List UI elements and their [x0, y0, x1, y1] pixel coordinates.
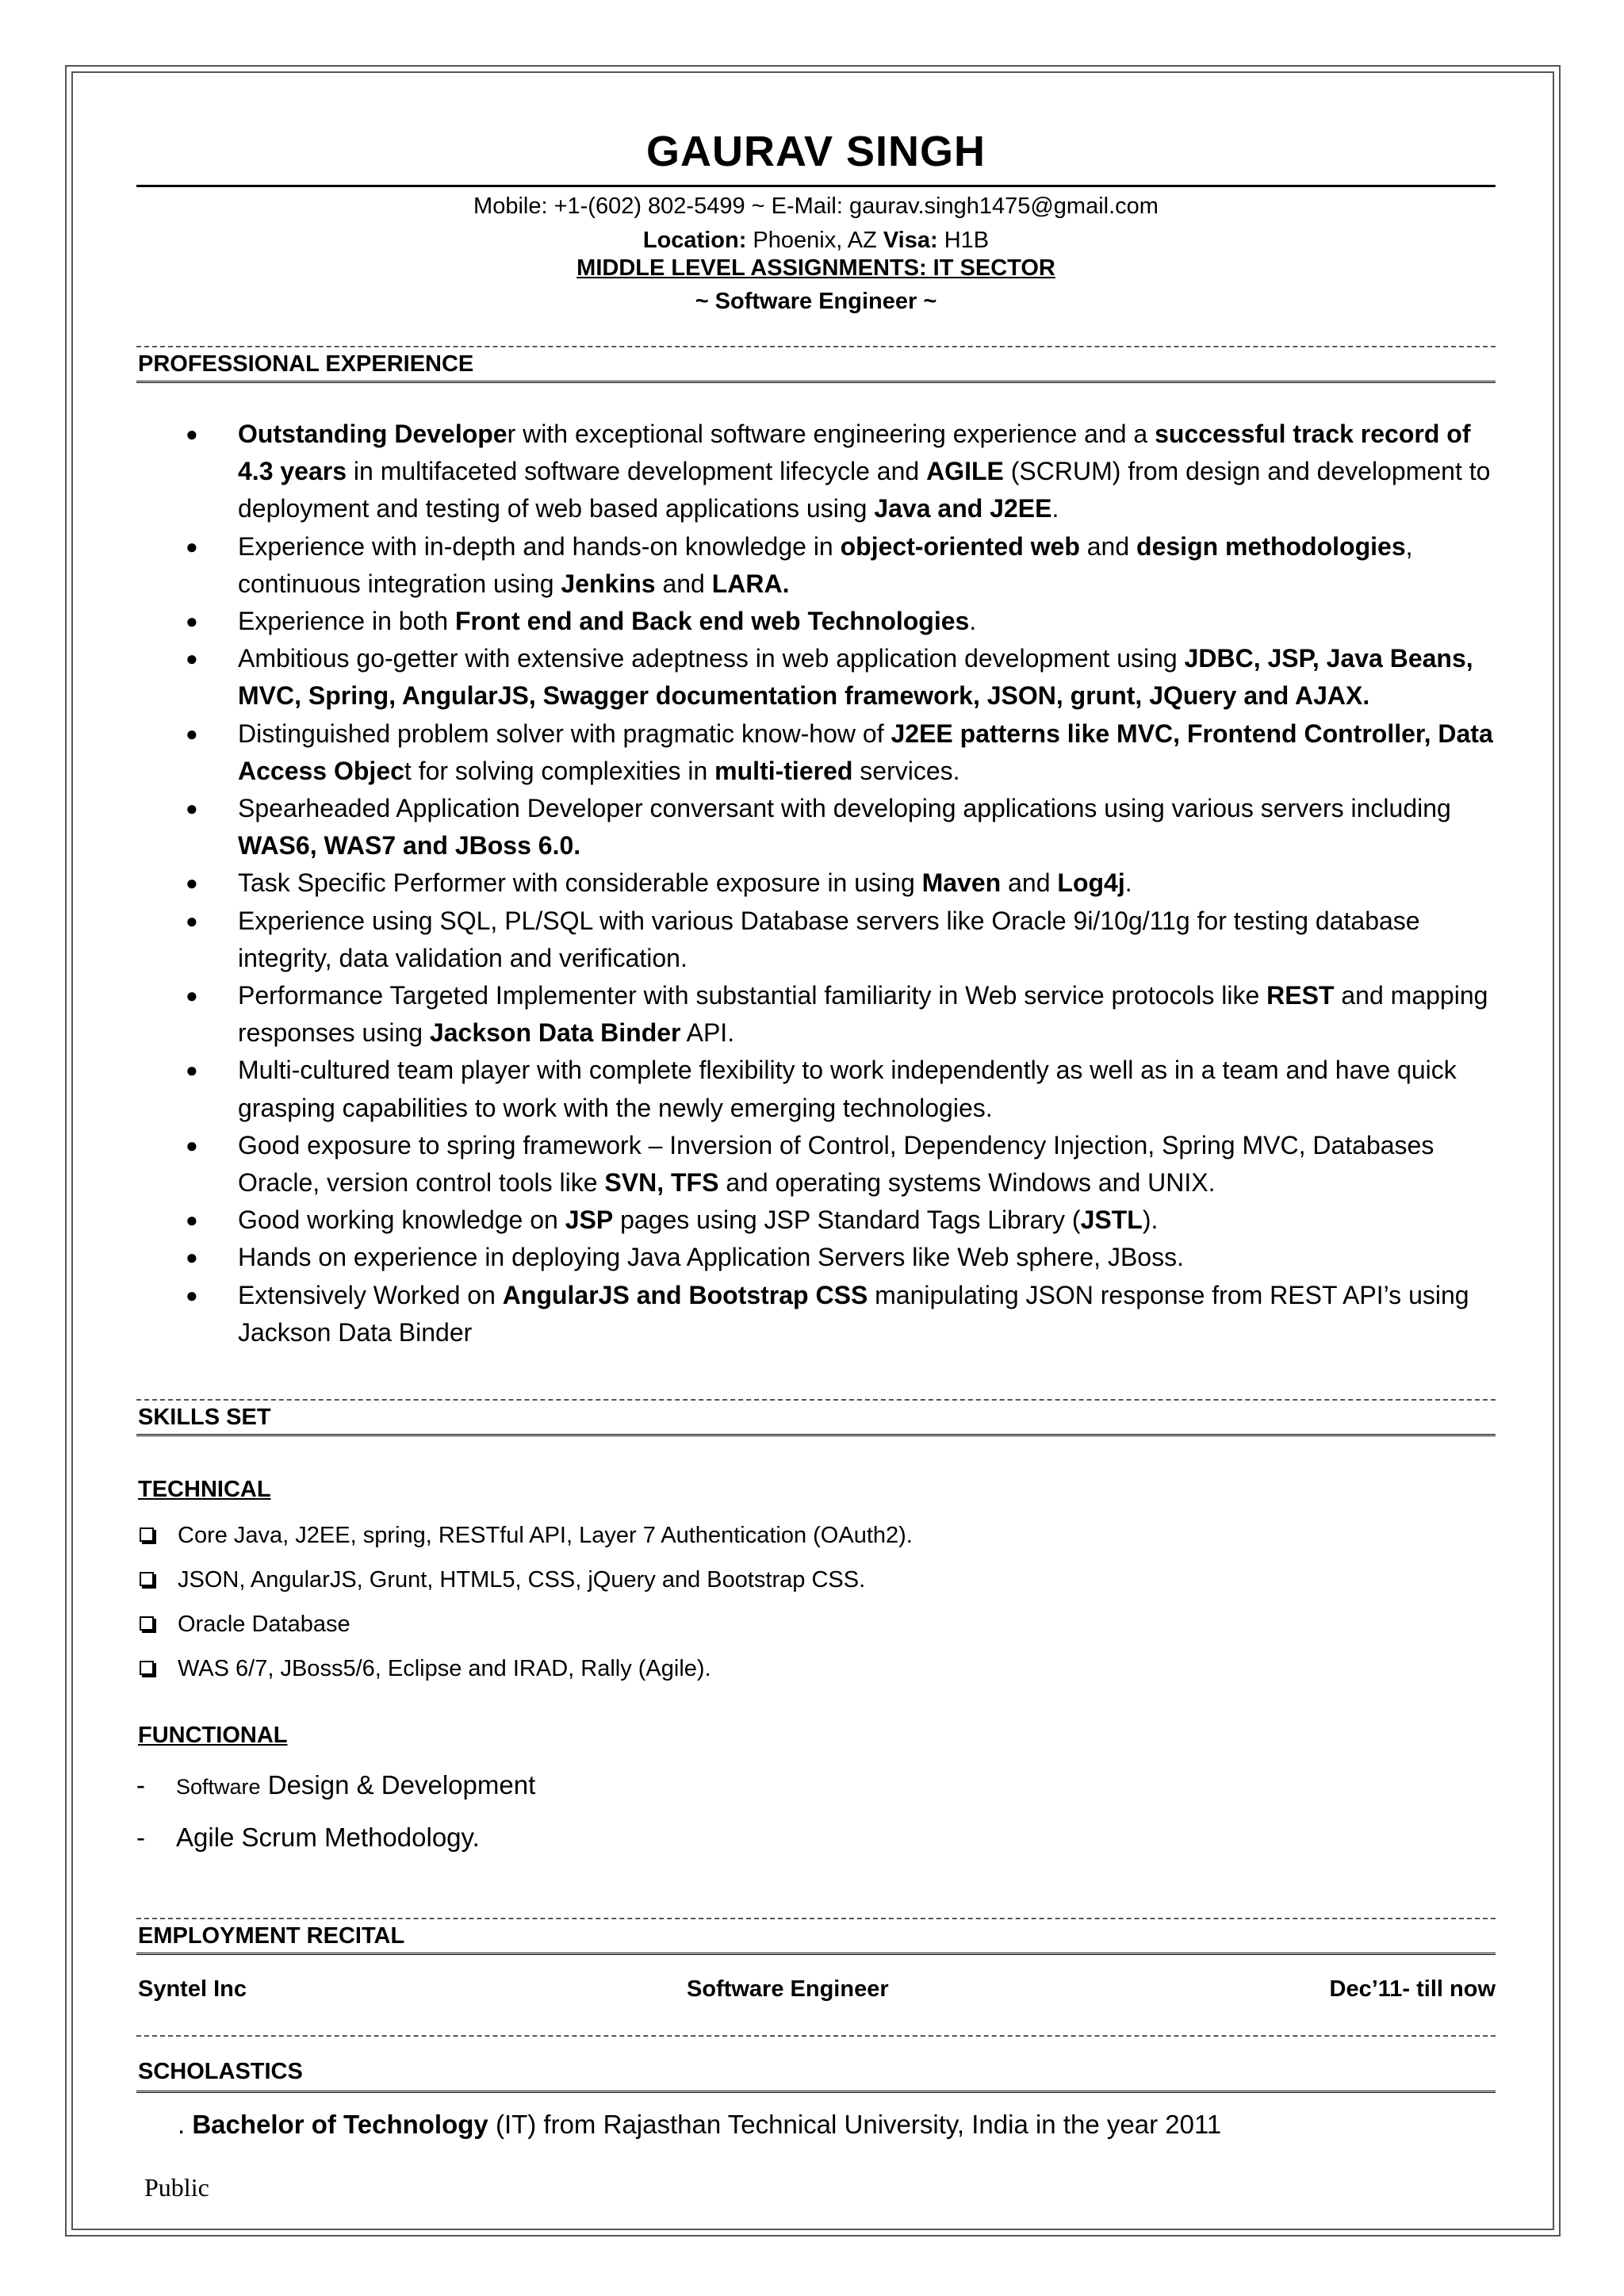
- experience-text: Performance Targeted Implementer with substantial familiarity in Web service protocols like: [238, 981, 1267, 1010]
- employment-dates: Dec’11- till now: [1329, 1976, 1496, 2002]
- experience-text: Hands on experience in deploying Java Application Servers like Web sphere, JBoss.: [238, 1243, 1184, 1272]
- experience-text: object-oriented web: [840, 531, 1080, 561]
- headline-role: ~ Software Engineer ~: [695, 289, 937, 314]
- degree-name: Bachelor of Technology: [192, 2110, 488, 2139]
- classification-label: Public: [144, 2173, 209, 2202]
- experience-item: [136, 977, 1496, 1052]
- experience-text: Log4j: [1057, 868, 1125, 898]
- experience-text: Spearheaded Application Developer conversant with developing applications using various servers including: [238, 794, 1451, 823]
- employment-row: [136, 1976, 1496, 2008]
- experience-text: LARA.: [711, 569, 790, 598]
- experience-text: Outstanding Develope: [238, 420, 508, 448]
- experience-item: [136, 1239, 1496, 1276]
- bullet-icon: ●: [186, 908, 198, 933]
- experience-text: REST: [1266, 981, 1335, 1010]
- functional-skill-text: Agile Scrum Methodology.: [176, 1823, 480, 1852]
- experience-text: t for solving complexities in: [404, 756, 715, 785]
- experience-text: Java and J2EE: [874, 494, 1052, 523]
- experience-item: [136, 1277, 1496, 1351]
- education-entry: [178, 2110, 1221, 2140]
- experience-text: in multifaceted software development lifecycle and: [347, 457, 927, 486]
- experience-text: Good working knowledge on: [238, 1205, 565, 1235]
- technical-skill-text: Oracle Database: [178, 1612, 350, 1637]
- education-prefix: .: [178, 2110, 193, 2139]
- bullet-icon: ●: [186, 983, 198, 1008]
- functional-skill-text-small: Software: [176, 1775, 261, 1799]
- experience-text: Maven: [921, 868, 1002, 898]
- experience-item: [136, 603, 1496, 640]
- experience-item: [136, 528, 1496, 603]
- experience-item: [136, 1127, 1496, 1202]
- experience-text: r with exceptional software engineering experience and a: [507, 420, 1155, 448]
- experience-text: Experience using SQL, PL/SQL with various Database servers like Oracle 9i/10g/11g for testing database integrity, data validation and verification.: [238, 906, 1420, 972]
- experience-item: [136, 1202, 1496, 1239]
- checkbox-bullet-icon: [140, 1527, 154, 1542]
- experience-list: [136, 416, 1496, 1351]
- bullet-icon: ●: [186, 422, 198, 446]
- employer-name: Syntel Inc: [138, 1976, 247, 2002]
- section-title-employment: EMPLOYMENT RECITAL: [138, 1923, 405, 1949]
- section-title-scholastics: SCHOLASTICS: [138, 2059, 303, 2084]
- bullet-icon: ●: [186, 721, 198, 746]
- candidate-name: GAURAV SINGH: [645, 128, 986, 175]
- bullet-icon: ●: [186, 1282, 198, 1307]
- experience-text: , continuous integration using: [238, 531, 1413, 598]
- checkbox-bullet-icon: [140, 1661, 154, 1675]
- experience-text: Jenkins: [561, 569, 656, 598]
- experience-text: and: [1001, 868, 1058, 898]
- experience-text: Ambitious go-getter with extensive adeptness in web application development using: [238, 644, 1185, 673]
- experience-text: SVN, TFS: [604, 1168, 719, 1198]
- experience-item: [136, 1052, 1496, 1126]
- experience-text: Distinguished problem solver with pragmatic know-how of: [238, 719, 891, 748]
- section-rule: [136, 1434, 1496, 1436]
- experience-text: .: [969, 607, 977, 636]
- bullet-icon: ●: [186, 1133, 198, 1157]
- experience-text: AngularJS and Bootstrap CSS: [502, 1280, 868, 1309]
- experience-text: Multi-cultured team player with complete flexibility to work independently as well as in a team and have quick grasping capabilities to work with the newly emerging technologies.: [238, 1056, 1457, 1122]
- experience-text: pages using JSP Standard Tags Library (: [613, 1205, 1081, 1235]
- bullet-icon: ●: [186, 1245, 198, 1270]
- location-value: Phoenix, AZ: [753, 228, 877, 253]
- experience-text: .: [1051, 494, 1059, 523]
- experience-item: [136, 903, 1496, 977]
- experience-text: AGILE: [926, 457, 1004, 486]
- experience-text: and: [655, 569, 712, 598]
- experience-text: JSTL: [1080, 1205, 1143, 1235]
- location-line: [136, 228, 1496, 254]
- section-divider: [136, 1918, 1496, 1919]
- experience-text: and mapping responses using: [238, 981, 1488, 1048]
- functional-title: FUNCTIONAL: [138, 1723, 288, 1748]
- experience-text: design methodologies: [1136, 531, 1406, 561]
- experience-text: API.: [680, 1018, 735, 1048]
- bullet-icon: ●: [186, 534, 198, 558]
- experience-text: manipulating JSON response from REST API’s using Jackson Data Binder: [238, 1280, 1469, 1347]
- education-detail: (IT) from Rajasthan Technical University, India in the year 2011: [488, 2110, 1222, 2139]
- technical-skill-text: JSON, AngularJS, Grunt, HTML5, CSS, jQuery and Bootstrap CSS.: [178, 1567, 866, 1593]
- experience-text: ).: [1142, 1205, 1159, 1235]
- section-rule: [136, 1953, 1496, 1955]
- experience-text: Experience with in-depth and hands-on knowledge in: [238, 531, 841, 561]
- experience-text: WAS6, WAS7 and JBoss 6.0.: [238, 831, 581, 861]
- experience-text: services.: [852, 756, 960, 785]
- dash-bullet: -: [136, 1770, 145, 1800]
- section-rule: [136, 2091, 1496, 2093]
- experience-text: J2EE patterns like MVC, Frontend Controller, Data Access Objec: [238, 719, 1493, 785]
- section-rule: [136, 381, 1496, 383]
- contact-line: Mobile: +1-(602) 802-5499 ~ E-Mail: gaurav.singh1475@gmail.com: [473, 194, 1159, 219]
- experience-item: [136, 640, 1496, 715]
- bullet-icon: ●: [186, 609, 198, 634]
- section-title-experience: PROFESSIONAL EXPERIENCE: [138, 351, 474, 377]
- dash-bullet: -: [136, 1823, 145, 1852]
- checkbox-bullet-icon: [140, 1616, 154, 1631]
- bullet-icon: ●: [186, 1208, 198, 1232]
- technical-skill-text: Core Java, J2EE, spring, RESTful API, Layer 7 Authentication (OAuth2).: [178, 1523, 913, 1548]
- experience-text: and operating systems Windows and UNIX.: [718, 1168, 1216, 1198]
- technical-title: TECHNICAL: [138, 1477, 271, 1502]
- experience-item: [136, 790, 1496, 864]
- experience-text: successful track record of 4.3 years: [238, 420, 1471, 486]
- visa-value: H1B: [944, 228, 990, 253]
- experience-text: .: [1124, 868, 1132, 898]
- section-divider: [136, 346, 1496, 347]
- bullet-icon: ●: [186, 796, 198, 821]
- experience-text: multi-tiered: [714, 756, 853, 785]
- experience-text: Extensively Worked on: [238, 1280, 503, 1309]
- experience-text: Good exposure to spring framework – Inversion of Control, Dependency Injection, Spring MVC, Databases Oracle, version control tools like: [238, 1130, 1434, 1198]
- section-divider: [136, 1399, 1496, 1401]
- assignment-level: MIDDLE LEVEL ASSIGNMENTS: IT SECTOR: [576, 255, 1055, 281]
- checkbox-bullet-icon: [140, 1572, 154, 1586]
- experience-text: JDBC, JSP, Java Beans, MVC, Spring, AngularJS, Swagger documentation framework, JSON, grunt, JQuery and AJAX.: [238, 644, 1473, 711]
- experience-text: and: [1079, 531, 1137, 561]
- experience-item: [136, 864, 1496, 902]
- bullet-icon: ●: [186, 871, 198, 895]
- name-underline: [136, 185, 1496, 187]
- experience-item: [136, 715, 1496, 790]
- technical-skill-text: WAS 6/7, JBoss5/6, Eclipse and IRAD, Rally (Agile).: [178, 1656, 711, 1681]
- section-divider: [136, 2035, 1496, 2037]
- functional-skill-text: Design & Development: [260, 1770, 536, 1800]
- experience-text: Jackson Data Binder: [429, 1018, 681, 1048]
- experience-text: (SCRUM) from design and development to deployment and testing of web based applications using: [238, 457, 1491, 523]
- experience-text: Experience in both: [238, 607, 455, 636]
- visa-label: Visa:: [883, 228, 938, 253]
- employment-role: Software Engineer: [687, 1976, 889, 2002]
- experience-text: JSP: [565, 1205, 614, 1235]
- experience-text: Task Specific Performer with considerable exposure in using: [238, 868, 922, 898]
- bullet-icon: ●: [186, 646, 198, 671]
- bullet-icon: ●: [186, 1058, 198, 1083]
- location-label: Location:: [642, 228, 747, 253]
- section-title-skills: SKILLS SET: [138, 1405, 271, 1430]
- experience-text: Front end and Back end web Technologies: [454, 607, 970, 636]
- experience-item: [136, 416, 1496, 528]
